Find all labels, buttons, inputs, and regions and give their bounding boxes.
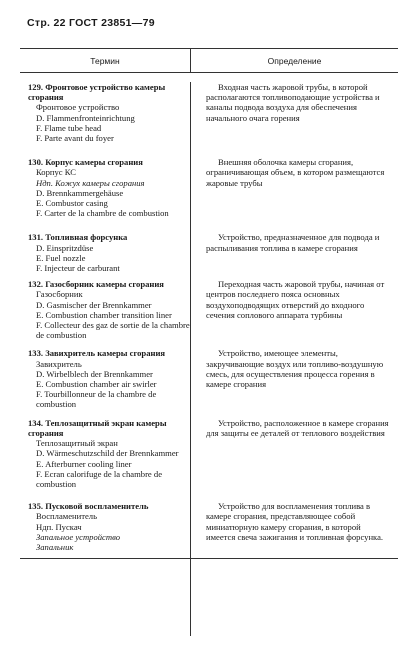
definition-text: Устройство, имеющее элементы, закручивающие воздух или топливо-воздушную смесь, для осуществления процесса горения в камере сгорания [206,348,384,390]
term-number: 135. [28,501,44,512]
term-title: Газосборник камеры сгорания [45,279,164,290]
definition-text: Переходная часть жаровой трубы, начиная от центров последнего пояса основных воздухоподводящих отверстий до входного сечения соплового аппарата турбины [206,279,385,320]
term-synonym: Завихритель [36,358,82,369]
term-title: Завихритель камеры сгорания [45,348,166,359]
term-english: E. Combustion chamber air swirler [36,379,157,390]
term-deprecated: Запальное устройство [36,531,120,542]
definition-text: Устройство, расположенное в камере сгорания для защиты ее деталей от теплового воздействия [206,417,389,438]
term-synonym: Газосборник [36,289,83,300]
term-english: E. Afterburner cooling liner [36,458,132,469]
term-number: 129. [28,82,44,92]
table-row [20,157,398,218]
term-french: F. Collecteur des gaz de sortie de la chambre de combustion [36,320,190,341]
column-divider [190,82,191,636]
terms-table [20,48,398,559]
term-number: 131. [28,232,44,243]
term-english: E. Combustion chamber transition liner [36,309,172,320]
term-french: F. Parte avant du foyer [36,133,114,144]
definition-text: Устройство, предназначенное для подвода и распыливания топлива в камере сгорания [206,232,380,253]
term-german: D. Flammenfronteinrichtung [36,112,135,123]
table-body [20,82,398,558]
term-cell [20,418,192,489]
table-row [20,418,398,489]
term-deprecated: Ндп. Кожух камеры сгорания [36,177,145,188]
term-deprecated: Ндп. Пускач [36,521,82,532]
table-row [20,82,398,143]
definition-text: Устройство для воспламенения топлива в камере сгорания, представляющее собой миниатюрную камеру сгорания, в которой имеется свеча зажигания и топливная форсунка. [206,501,384,542]
definition-cell [192,82,398,143]
term-german: D. Brennkammergehäuse [36,187,124,198]
term-synonym: Корпус КС [36,167,77,178]
term-number: 132. [28,279,44,290]
term-title: Фронтовое устройство камеры сгорания [28,82,166,103]
definition-cell [192,232,398,273]
term-german: D. Gasmischer der Brennkammer [36,299,152,310]
term-cell [20,348,192,409]
term-number: 133. [28,348,44,359]
term-french: F. Carter de la chambre de combustion [36,208,169,219]
term-deprecated: Запальник [36,541,74,552]
table-row [20,501,398,558]
term-french: F. Ecran calorifuge de la chambre de combustion [36,468,163,489]
table-row [20,348,398,409]
table-row [20,232,398,273]
term-english: F. Flame tube head [36,122,102,133]
definition-text: Внешняя оболочка камеры сгорания, ограничивающая объем, в котором размещаются жаровые трубы [206,157,385,188]
table-header [20,49,398,73]
term-german: D. Wärmeschutzschild der Brennkammer [36,448,179,459]
term-french: F. Injecteur de carburant [36,263,120,274]
term-cell [20,279,192,340]
term-german: D. Wirbelblech der Brennkammer [36,368,153,379]
definition-cell [192,348,398,409]
definition-text: Входная часть жаровой трубы, в которой располагаются топливоподающие устройства и каналы подвода воздуха для обеспечения начального очага горения [206,82,380,123]
term-title: Пусковой воспламенитель [45,501,149,512]
term-cell [20,82,192,143]
term-german: D. Einspritzdüse [36,242,94,253]
term-synonym: Фронтовое устройство [36,102,120,113]
definition-cell [192,501,398,552]
term-title: Теплозащитный экран камеры сгорания [28,417,167,438]
term-english: E. Combustor casing [36,198,108,209]
definition-cell [192,157,398,218]
term-number: 130. [28,157,44,168]
term-synonym: Теплозащитный экран [36,438,118,449]
page-header: Стр. 22 ГОСТ 23851—79 [27,17,155,29]
term-french: F. Tourbillonneur de la chambre de combustion [36,389,157,410]
term-cell [20,232,192,273]
table-row [20,279,398,340]
term-cell [20,501,192,552]
term-number: 134. [28,417,44,428]
definition-cell [192,418,398,489]
definition-cell [192,279,398,340]
term-cell [20,157,192,218]
column-header-definition: Определение [267,55,322,66]
column-header-term: Термин [20,49,191,72]
term-title: Корпус камеры сгорания [45,157,143,168]
term-english: E. Fuel nozzle [36,252,86,263]
term-synonym: Воспламенитель [36,511,97,522]
term-title: Топливная форсунка [45,232,128,243]
